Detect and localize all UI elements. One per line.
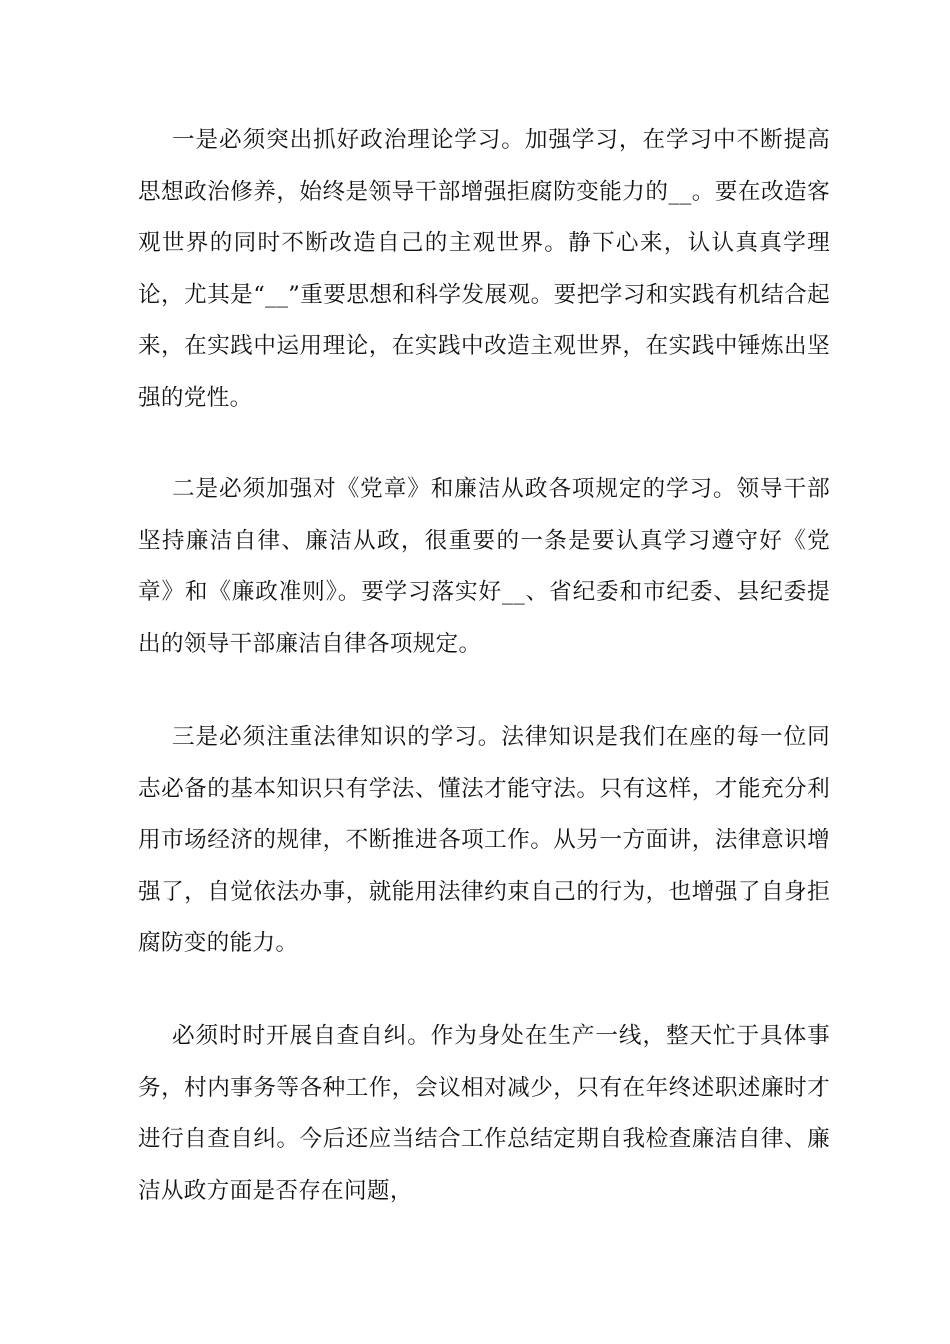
paragraph-party-constitution-study: 二是必须加强对《党章》和廉洁从政各项规定的学习。领导干部坚持廉洁自律、廉洁从政，很重要的一条是要认真学习遵守好《党章》和《廉政准则》。要学习落实好__、省纪委和市纪委、县纪委提出的领导干部廉洁自律各项规定。 [138,476,830,657]
paragraph-political-theory-study: 一是必须突出抓好政治理论学习。加强学习，在学习中不断提高思想政治修养，始终是领导干部增强拒腐防变能力的__。要在改造客观世界的同时不断改造自己的主观世界。静下心来，认认真真学理论，尤其是“__”重要思想和科学发展观。要把学习和实践有机结合起来，在实践中运用理论，在实践中改造主观世界，在实践中锤炼出坚强的党性。 [138,127,830,411]
paragraph-self-inspection: 必须时时开展自查自纠。作为身处在生产一线，整天忙于具体事务，村内事务等各种工作，会议相对减少，只有在年终述职述廉时才进行自查自纠。今后还应当结合工作总结定期自我检查廉洁自律、廉洁从政方面是否存在问题， [138,1023,830,1204]
paragraph-legal-knowledge-study: 三是必须注重法律知识的学习。法律知识是我们在座的每一位同志必备的基本知识只有学法、懂法才能守法。只有这样，才能充分利用市场经济的规律，不断推进各项工作。从另一方面讲，法律意识增强了，自觉依法办事，就能用法律约束自己的行为，也增强了自身拒腐防变的能力。 [138,724,830,956]
